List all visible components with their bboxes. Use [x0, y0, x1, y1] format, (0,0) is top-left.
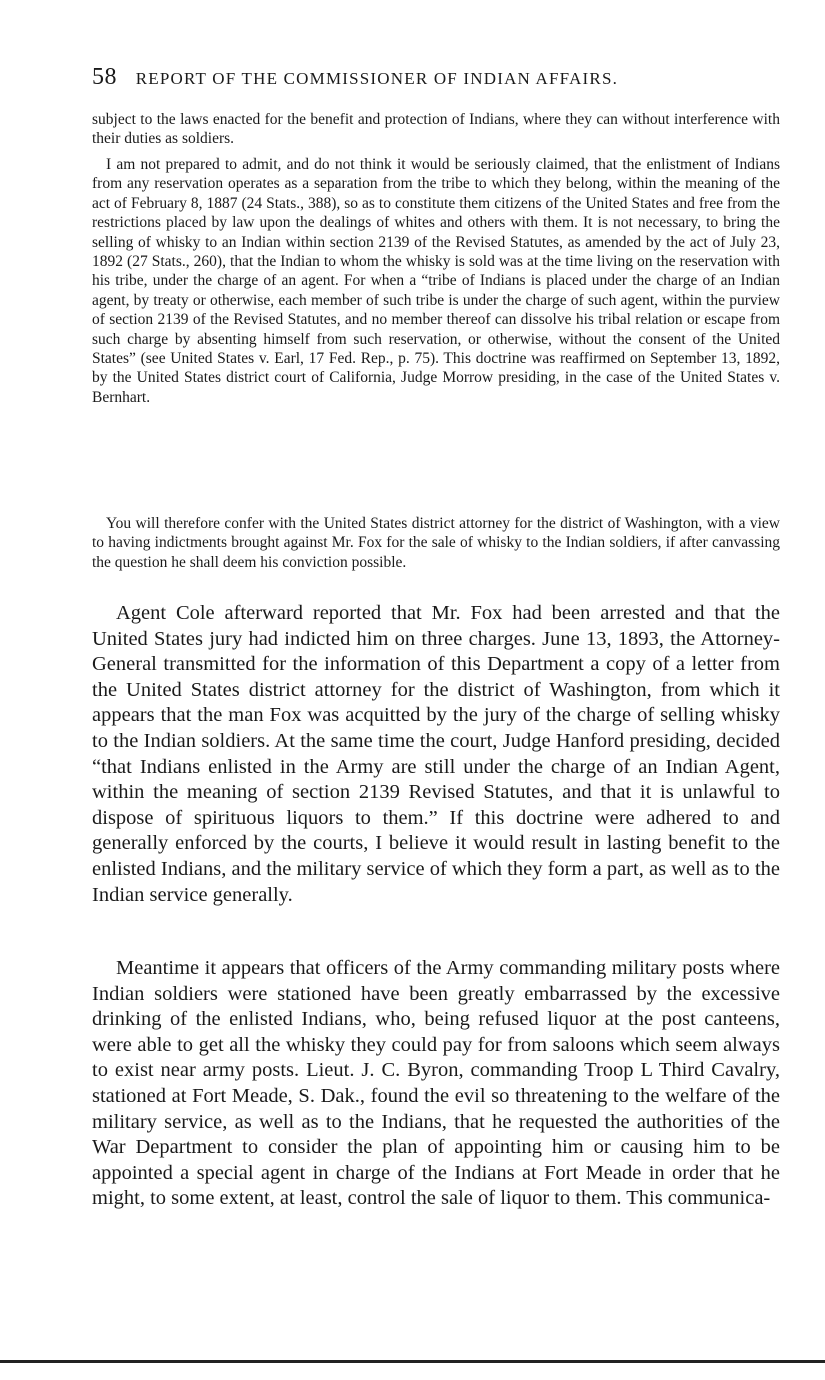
- letter-paragraph-2: I am not prepared to admit, and do not think it would be seriously claimed, that the enlistment of Indians from any reservation operates as a separation from the tribe to which they belong, within the meaning of the act of February 8, 1887 (24 Stats., 388), so as to constitute them citizens of the United States and free from the restrictions placed by law upon the dealings of whites and others with them. It is not necessary, to bring the selling of whisky to an Indian within section 2139 of the Revised Statutes, as amended by the act of July 23, 1892 (27 Stats., 260), that the Indian to whom the whisky is sold was at the time living on the reservation with his tribe, under the charge of an agent. For when a “tribe of Indians is placed under the charge of an Indian agent, by treaty or otherwise, each member of such tribe is under the charge of such agent, within the purview of section 2139 of the Revised Statutes, and no member thereof can dissolve his tribal relation or escape from such charge by absenting himself from such reservation, or otherwise, without the consent of the United States” (see United States v. Earl, 17 Fed. Rep., p. 75). This doctrine was reaffirmed on September 13, 1892, by the United States district court of California, Judge Morrow presiding, in the case of the United States v. Bernhart.: [92, 156, 780, 406]
- letter-paragraph-3: You will therefore confer with the United States district attorney for the district of Washington, with a view to having indictments brought against Mr. Fox for the sale of whisky to the Indian soldiers, if after canvassing the question he shall deem his conviction possible.: [92, 515, 780, 571]
- page-header: [92, 64, 780, 91]
- body-paragraph-2: Meantime it appears that officers of the Army commanding military posts where Indian soldiers were stationed have been greatly embarrassed by the excessive drinking of the enlisted Indians, who, being refused liquor at the post canteens, were able to get all the whisky they could pay for from saloons which seem always to exist near army posts. Lieut. J. C. Byron, commanding Troop L Third Cavalry, stationed at Fort Meade, S. Dak., found the evil so threatening to the welfare of the military service, as well as to the Indians, that he requested the authorities of the War Department to consider the plan of appointing him or causing him to be appointed a special agent in charge of the Indians at Fort Meade in order that he might, to some extent, at least, control the sale of liquor to them. This communica-: [92, 957, 780, 1210]
- page-number: 58: [92, 64, 117, 90]
- running-title: REPORT OF THE COMMISSIONER OF INDIAN AFFAIRS.: [135, 69, 619, 88]
- body-paragraph-1: Agent Cole afterward reported that Mr. Fox had been arrested and that the United States jury had indicted him on three charges. June 13, 1893, the Attorney-General transmitted for the information of this Department a copy of a letter from the United States district attorney for the district of Washington, from which it appears that the man Fox was acquitted by the jury of the charge of selling whisky to the Indian soldiers. At the same time the court, Judge Hanford presiding, decided “that Indians enlisted in the Army are still under the charge of an Indian Agent, within the meaning of section 2139 Revised Statutes, and that it is unlawful to dispose of spirituous liquors to them.” If this doctrine were adhered to and generally enforced by the courts, I believe it would result in lasting benefit to the enlisted Indians, and the military service of which they form a part, as well as to the Indian service generally.: [92, 602, 780, 906]
- page-bottom-edge: [0, 1360, 825, 1363]
- letter-paragraph-1: subject to the laws enacted for the benefit and protection of Indians, where they can without interference with their duties as soldiers.: [92, 111, 780, 148]
